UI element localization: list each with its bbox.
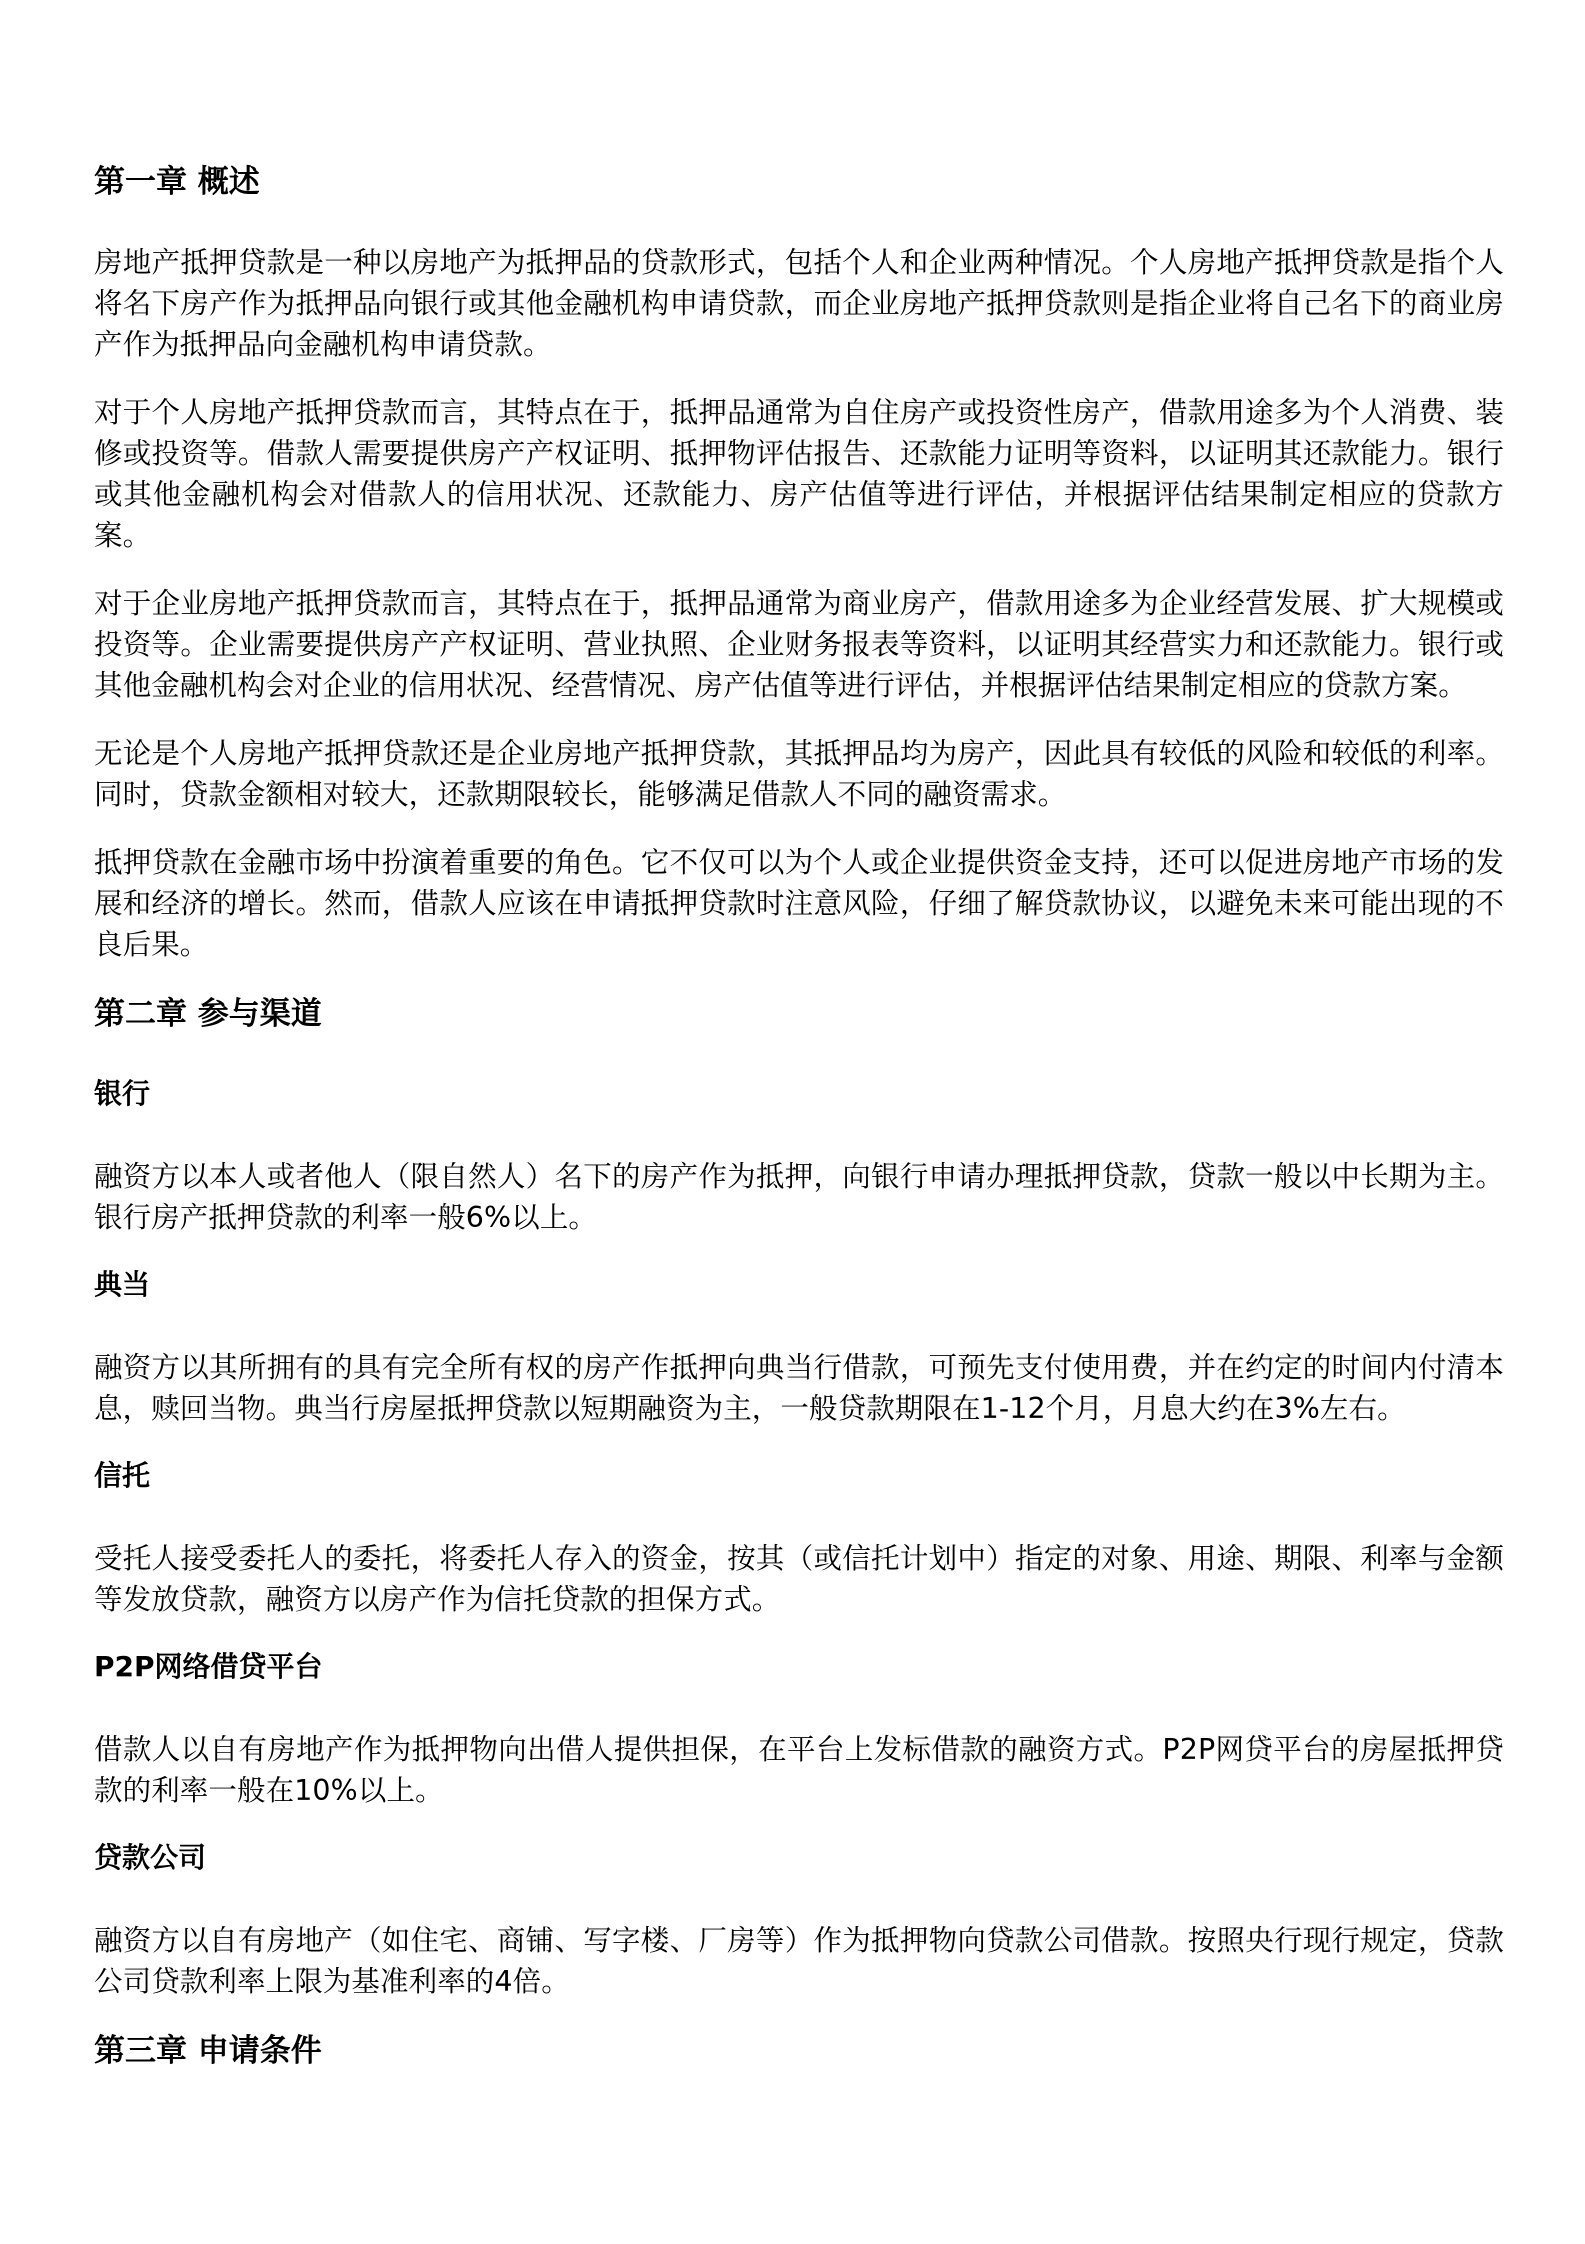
section-title-trust: 信托: [94, 1459, 151, 1492]
chapter-1-paragraph: 房地产抵押贷款是一种以房地产为抵押品的贷款形式，包括个人和企业两种情况。个人房地产抵押贷款是指个人将名下房产作为抵押品向银行或其他金融机构申请贷款，而企业房地产抵押贷款则是指企业将自己名下的商业房产作为抵押品向金融机构申请贷款。: [94, 246, 1504, 361]
section-title-pawn: 典当: [94, 1268, 151, 1301]
chapter-2-title: 第二章 参与渠道: [94, 996, 322, 1032]
section-text-bank: 融资方以本人或者他人（限自然人）名下的房产作为抵押，向银行申请办理抵押贷款，贷款一般以中长期为主。银行房产抵押贷款的利率一般6%以上。: [94, 1160, 1504, 1234]
chapter-1-paragraph: 对于企业房地产抵押贷款而言，其特点在于，抵押品通常为商业房产，借款用途多为企业经营发展、扩大规模或投资等。企业需要提供房产产权证明、营业执照、企业财务报表等资料，以证明其经营实力和还款能力。银行或其他金融机构会对企业的信用状况、经营情况、房产估值等进行评估，并根据评估结果制定相应的贷款方案。: [94, 587, 1504, 702]
section-title-bank: 银行: [94, 1077, 151, 1110]
section-text-loan-company: 融资方以自有房地产（如住宅、商铺、写字楼、厂房等）作为抵押物向贷款公司借款。按照央行现行规定，贷款公司贷款利率上限为基准利率的4倍。: [94, 1924, 1504, 1998]
section-title-loan-company: 贷款公司: [94, 1841, 207, 1874]
section-text-p2p: 借款人以自有房地产作为抵押物向出借人提供担保，在平台上发标借款的融资方式。P2P网贷平台的房屋抵押贷款的利率一般在10%以上。: [94, 1733, 1504, 1807]
chapter-3-title: 第三章 申请条件: [94, 2033, 322, 2069]
chapter-1-paragraph: 抵押贷款在金融市场中扮演着重要的角色。它不仅可以为个人或企业提供资金支持，还可以促进房地产市场的发展和经济的增长。然而，借款人应该在申请抵押贷款时注意风险，仔细了解贷款协议，以避免未来可能出现的不良后果。: [94, 846, 1504, 961]
chapter-1-paragraph: 对于个人房地产抵押贷款而言，其特点在于，抵押品通常为自住房产或投资性房产，借款用途多为个人消费、装修或投资等。借款人需要提供房产产权证明、抵押物评估报告、还款能力证明等资料，以证明其还款能力。银行或其他金融机构会对借款人的信用状况、还款能力、房产估值等进行评估，并根据评估结果制定相应的贷款方案。: [94, 396, 1504, 552]
section-text-trust: 受托人接受委托人的委托，将委托人存入的资金，按其（或信托计划中）指定的对象、用途、期限、利率与金额等发放贷款，融资方以房产作为信托贷款的担保方式。: [94, 1542, 1504, 1616]
section-text-pawn: 融资方以其所拥有的具有完全所有权的房产作抵押向典当行借款，可预先支付使用费，并在约定的时间内付清本息，赎回当物。典当行房屋抵押贷款以短期融资为主，一般贷款期限在1-12个月，月息大约在3%左右。: [94, 1351, 1504, 1425]
document-page: [94, 160, 1504, 2111]
chapter-1-paragraph: 无论是个人房地产抵押贷款还是企业房地产抵押贷款，其抵押品均为房产，因此具有较低的风险和较低的利率。同时，贷款金额相对较大，还款期限较长，能够满足借款人不同的融资需求。: [94, 737, 1504, 811]
section-title-p2p: P2P网络借贷平台: [94, 1650, 323, 1683]
chapter-1-title: 第一章 概述: [94, 164, 260, 200]
